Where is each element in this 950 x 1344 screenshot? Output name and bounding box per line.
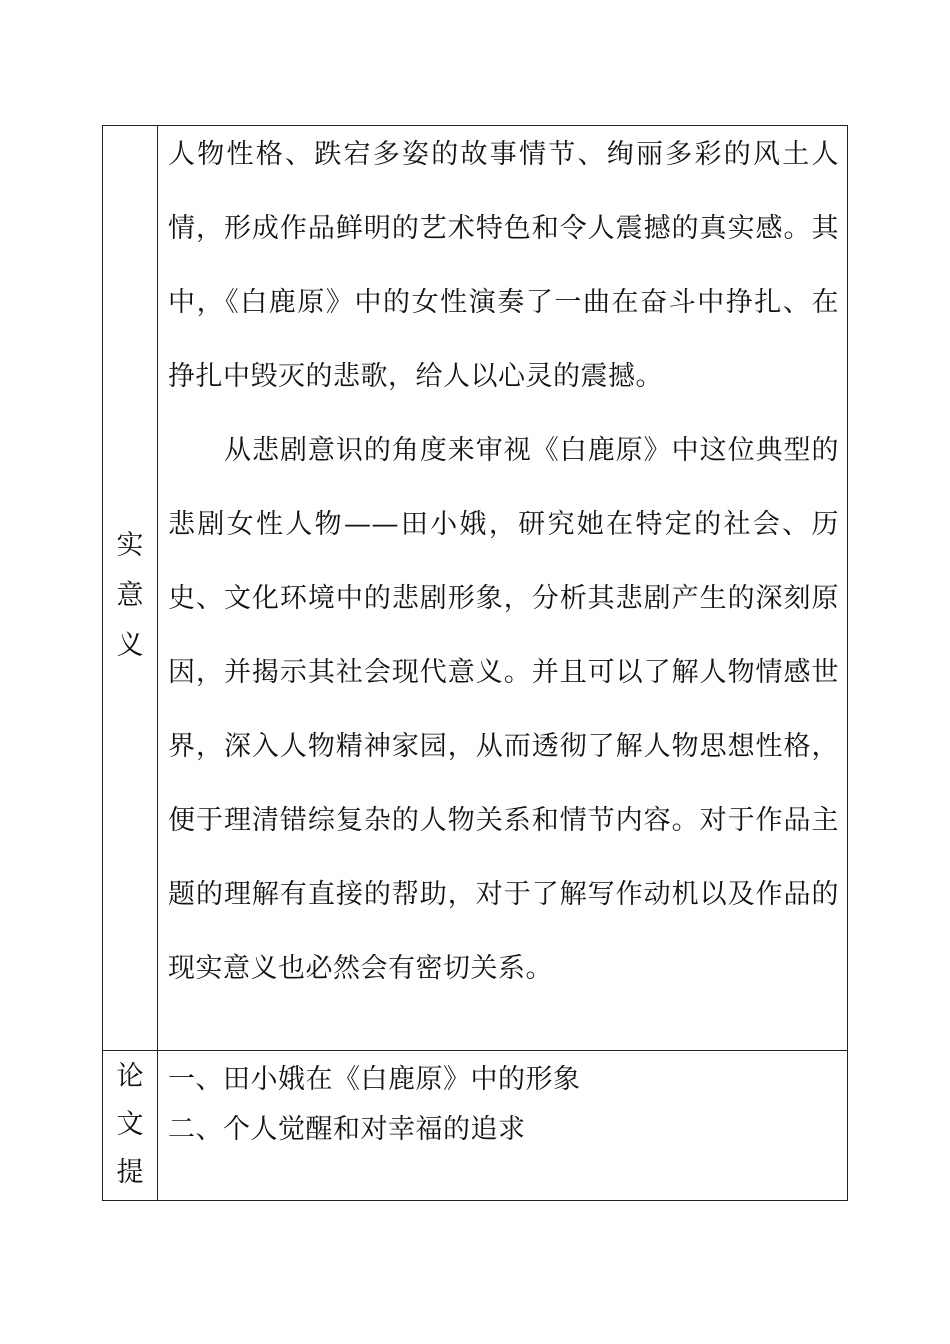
label-char: 意	[116, 580, 144, 611]
label-char: 义	[116, 630, 144, 661]
outline-list	[158, 1051, 847, 1155]
significance-label	[103, 521, 157, 671]
outline-label	[103, 1053, 157, 1197]
significance-content-cell	[158, 126, 848, 1051]
outline-item: 二、个人觉醒和对幸福的追求	[168, 1114, 526, 1145]
outline-item: 一、田小娥在《白鹿原》中的形象	[168, 1064, 581, 1095]
paragraph: 从悲剧意识的角度来审视《白鹿原》中这位典型的悲剧女性人物——田小娥，研究她在特定的社会、历史、文化环境中的悲剧形象，分析其悲剧产生的深刻原因，并揭示其社会现代意义。并且可以了解人物情感世界，深入人物精神家园，从而透彻了解人物思想性格，便于理清错综复杂的人物关系和情节内容。对于作品主题的理解有直接的帮助，对于了解写作动机以及作品的现实意义也必然会有密切关系。	[168, 435, 839, 984]
label-char: 提	[116, 1157, 144, 1188]
form-table	[102, 125, 848, 1201]
outline-content-cell	[158, 1051, 848, 1201]
outline-label-cell	[103, 1051, 158, 1201]
label-char: 文	[116, 1109, 144, 1140]
significance-label-cell	[103, 126, 158, 1051]
label-char: 论	[116, 1061, 144, 1092]
paragraph: 人物性格、跌宕多姿的故事情节、绚丽多彩的风土人情，形成作品鲜明的艺术特色和令人震撼的真实感。其中，《白鹿原》中的女性演奏了一曲在奋斗中挣扎、在挣扎中毁灭的悲歌，给人以心灵的震撼。	[168, 139, 839, 392]
outline-row	[103, 1051, 848, 1201]
label-char: 实	[116, 530, 144, 561]
significance-row	[103, 126, 848, 1051]
